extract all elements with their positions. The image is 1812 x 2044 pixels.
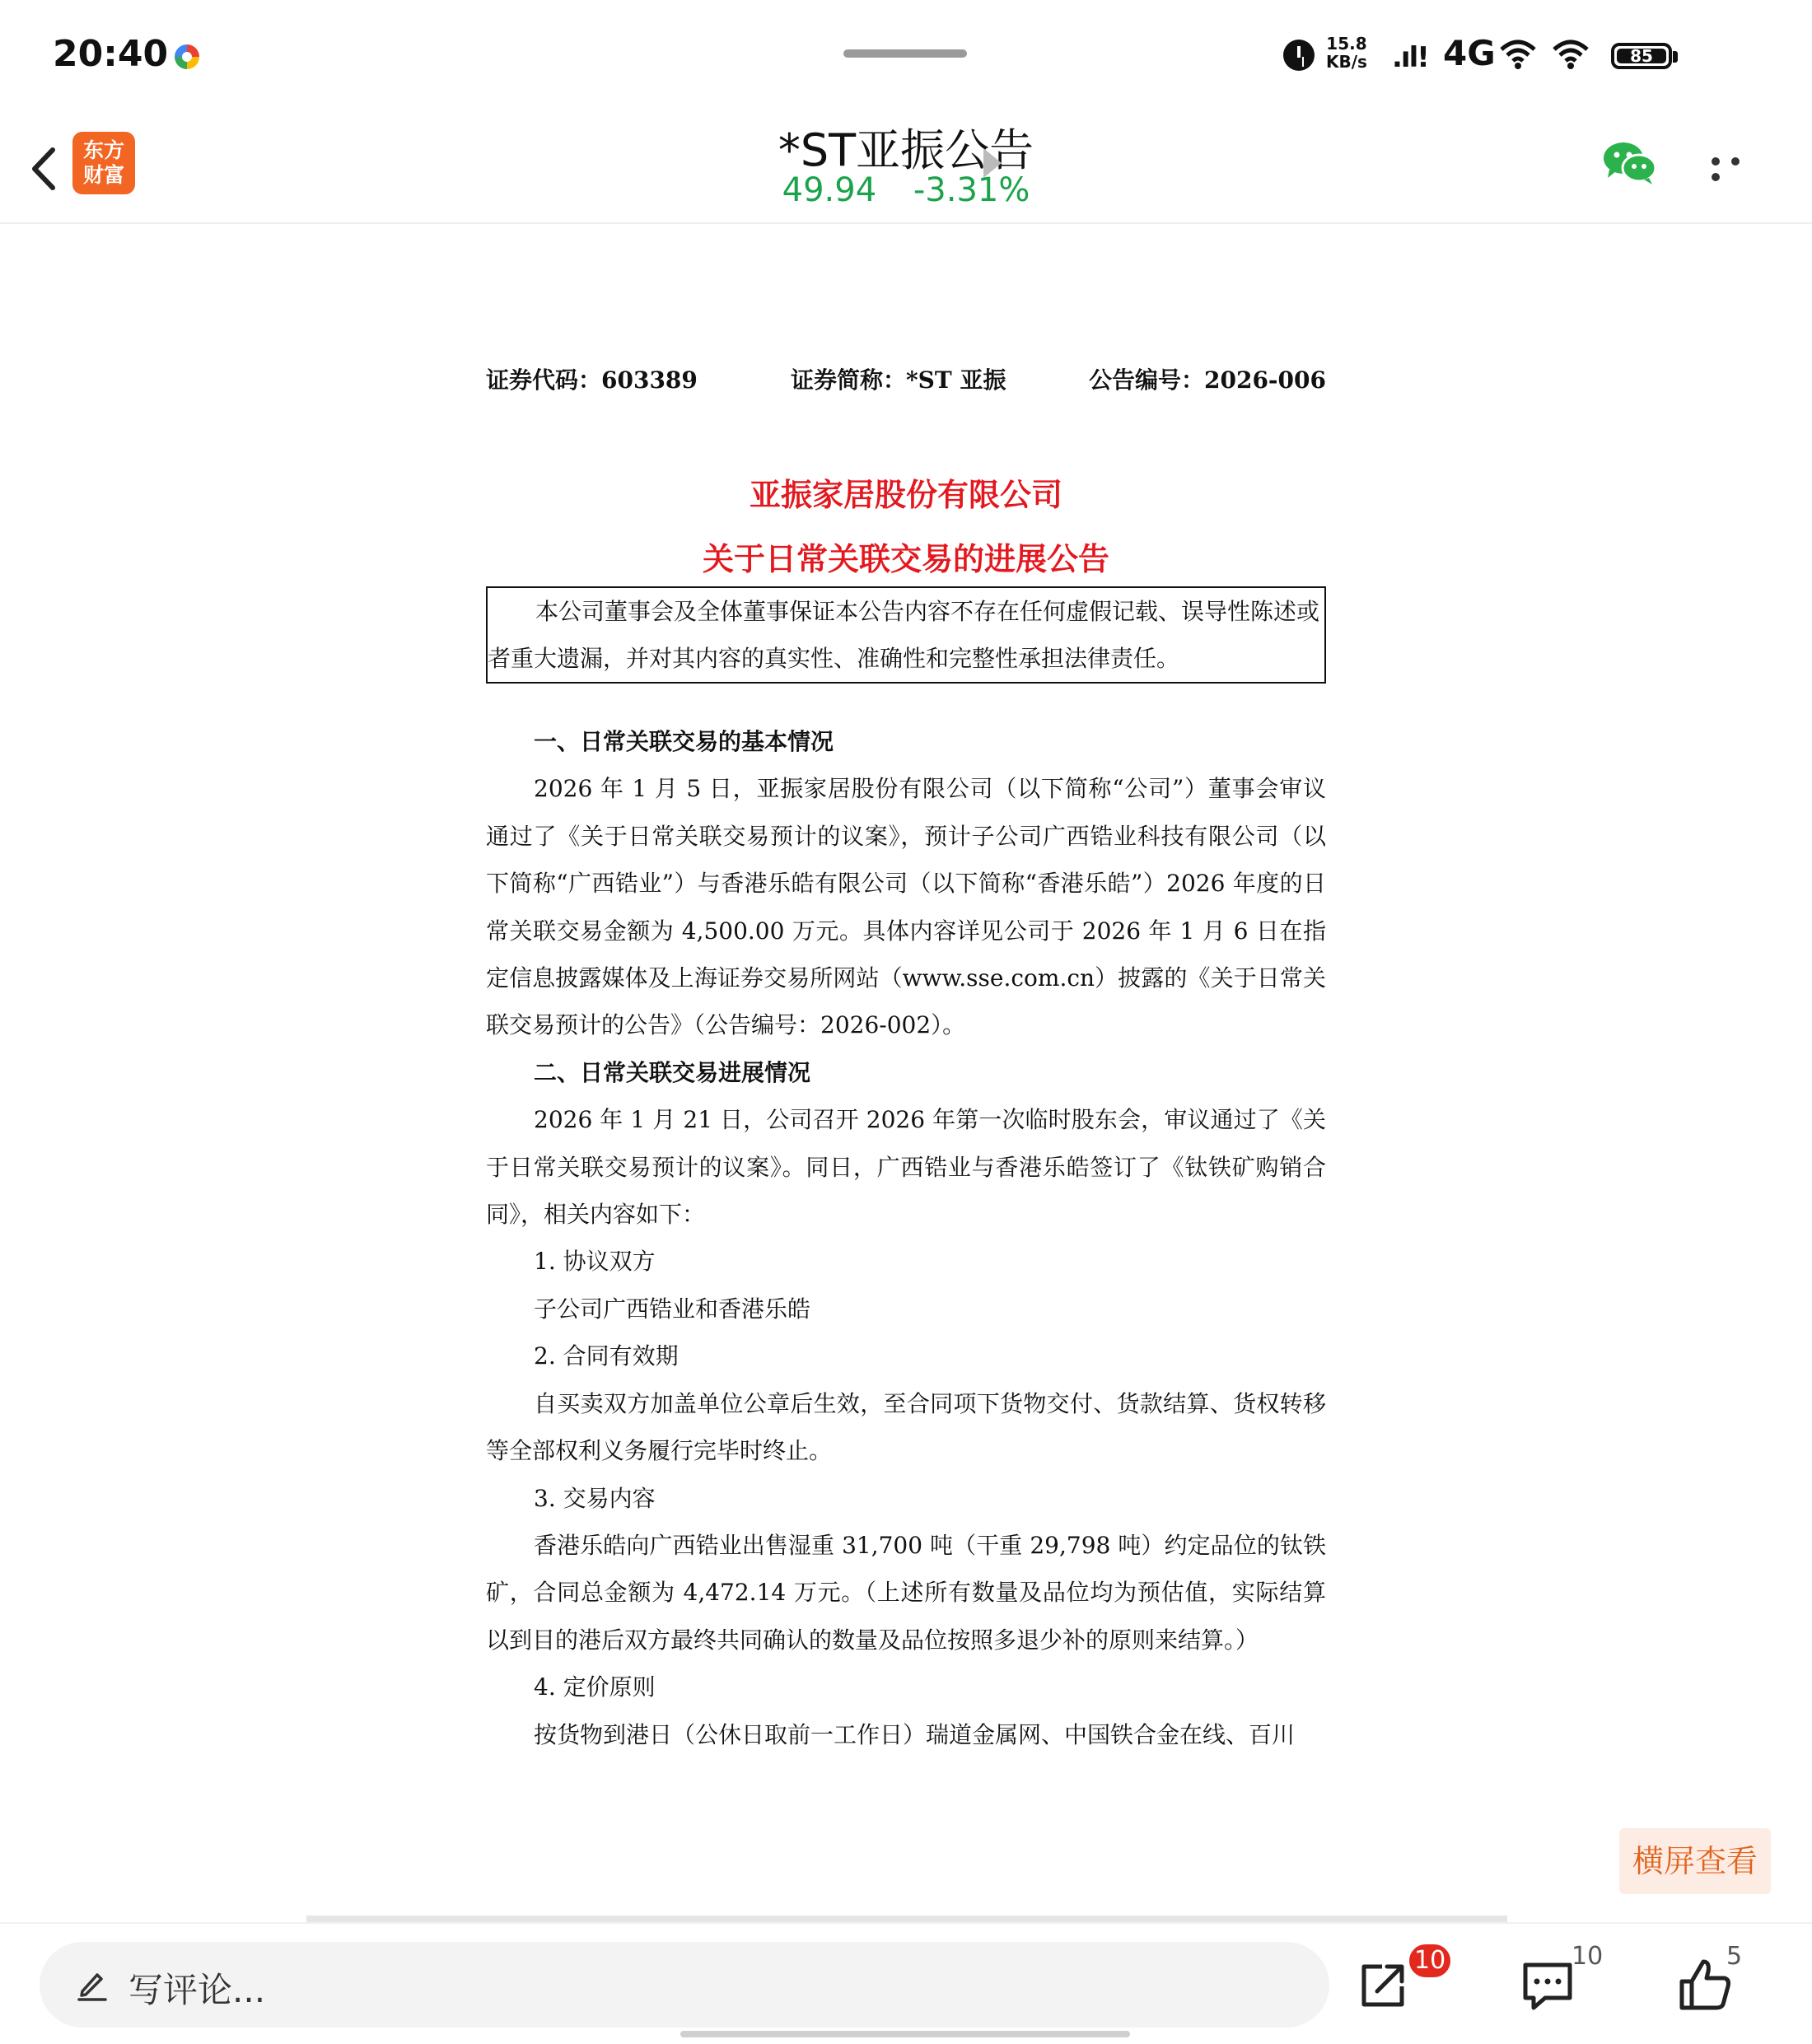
section-2-heading: 二、日常关联交易进展情况 [534, 1058, 811, 1086]
stock-change: -3.31% [913, 171, 1030, 209]
item-4-text: 按货物到港日（公休日取前一工作日）瑞道金属网、中国铁合金在线、百川 [534, 1720, 1296, 1748]
item-4-title: 4. 定价原则 [534, 1673, 656, 1701]
security-short-name: 证券简称：*ST 亚振 [791, 366, 1006, 394]
wifi-icon [1499, 38, 1537, 71]
item-3-text: 香港乐皓向广西锆业出售湿重 31,700 吨（干重 29,798 吨）约定品位的钛铁矿，合同总金额为 4,472.14 万元。（上述所有数量及品位均为预估值，实际结算以到目的港后双方最终共同确认的数量及品位按照多退少补的原则来结算。） [486, 1531, 1326, 1654]
back-arrow-icon[interactable] [23, 140, 72, 198]
company-name: 亚振家居股份有限公司 [749, 476, 1062, 513]
section-1-heading: 一、日常关联交易的基本情况 [534, 728, 834, 755]
disclaimer-text: 本公司董事会及全体董事保证本公告内容不存在任何虚假记载、误导性陈述或者重大遗漏，并对其内容的真实性、准确性和完整性承担法律责任。 [488, 598, 1320, 672]
document-meta [486, 362, 1326, 404]
more-options-icon[interactable] [1712, 153, 1769, 173]
announcement-subject: 关于日常关联交易的进展公告 [702, 540, 1109, 577]
network-speed-value: 15.8 [1326, 34, 1367, 54]
item-2-text: 自买卖双方加盖单位公章后生效，至合同项下货物交付、货款结算、货权转移等全部权利义务履行完毕时终止。 [486, 1389, 1326, 1465]
item-1-text: 子公司广西锆业和香港乐皓 [534, 1295, 811, 1323]
network-speed-unit: KB/s [1326, 52, 1367, 72]
item-2-title: 2. 合同有效期 [534, 1342, 679, 1370]
battery-tip [1673, 51, 1678, 63]
document-body [486, 718, 1326, 1758]
like-count: 5 [1726, 1942, 1743, 1971]
stock-price: 49.94 [782, 171, 877, 209]
section-2-paragraph: 2026 年 1 月 21 日，公司召开 2026 年第一次临时股东会，审议通过了《关于日常关联交易预计的议案》。同日，广西锆业与香港乐皓签订了《钛铁矿购销合同》，相关内容如下： [486, 1106, 1326, 1229]
logo-line-1: 东方 [82, 138, 124, 162]
wifi-icon-secondary [1552, 38, 1590, 71]
wechat-share-icon[interactable] [1601, 138, 1659, 188]
landscape-view-button[interactable]: 横屏查看 [1619, 1828, 1771, 1894]
item-3-title: 3. 交易内容 [534, 1484, 656, 1512]
horizontal-scrollbar[interactable] [306, 1916, 1507, 1922]
notice-number: 公告编号：2026-006 [1089, 366, 1326, 394]
share-icon[interactable] [1357, 1960, 1408, 2011]
network-type: 4G [1443, 33, 1496, 73]
status-bar [0, 0, 1812, 115]
item-1-title: 1. 协议双方 [534, 1248, 656, 1276]
disclaimer-box [486, 586, 1326, 684]
eastmoney-logo[interactable] [72, 132, 135, 194]
security-code: 证券代码：603389 [486, 366, 698, 394]
battery-icon [1611, 43, 1672, 69]
network-speed [1326, 35, 1367, 71]
signal-icon: .ıl! [1392, 41, 1428, 74]
alarm-icon [1283, 40, 1315, 71]
home-indicator [680, 2031, 1130, 2037]
app-header [0, 115, 1812, 224]
page-title[interactable]: *ST亚振公告 [778, 124, 1034, 176]
status-time: 20:40 [53, 33, 169, 75]
stock-quote[interactable] [675, 171, 1137, 209]
pen-icon [74, 1967, 110, 2003]
comment-icon[interactable] [1520, 1960, 1575, 2011]
section-1-paragraph: 2026 年 1 月 5 日，亚振家居股份有限公司（以下简称“公司”）董事会审议通过了《关于日常关联交易预计的议案》，预计子公司广西锆业科技有限公司（以下简称“广西锆业”）与香港乐皓有限公司（以下简称“香港乐皓”）2026 年度的日常关联交易金额为 4,500.00 万元。具体内容详见公司于 2026 年 1 月 6 日在指定信息披露媒体及上海证券交易所网站（www.sse.com.cn）披露的《关于日常关联交易预计的公告》（公告编号：2026-002）。 [486, 775, 1326, 1039]
logo-line-2: 财富 [82, 163, 124, 187]
app-notification-icon [175, 44, 199, 69]
thumbs-up-icon[interactable] [1677, 1957, 1733, 2013]
quote-expand-arrow-icon[interactable] [983, 148, 1002, 178]
bottom-action-bar [0, 1922, 1812, 2044]
share-count-badge: 10 [1407, 1942, 1453, 1980]
comment-count: 10 [1571, 1942, 1604, 1971]
comment-input[interactable] [40, 1942, 1329, 2028]
battery-level: 85 [1617, 49, 1666, 63]
top-handle [843, 49, 967, 58]
comment-placeholder: 写评论... [128, 1970, 266, 2010]
